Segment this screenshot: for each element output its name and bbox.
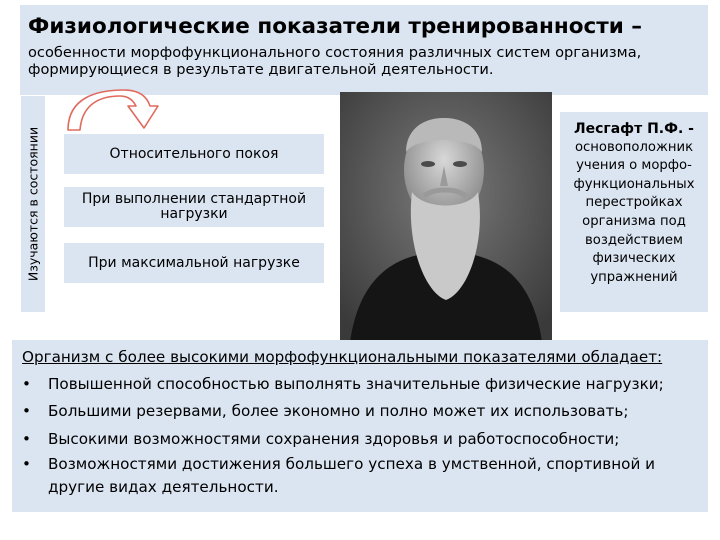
list-item: • Высокими возможностями сохранения здоровья и работоспособности; bbox=[22, 426, 702, 453]
slide-subtitle bbox=[28, 44, 708, 78]
slide-title: Физиологические показатели тренированности – bbox=[28, 14, 643, 39]
list-item: • Повышенной способностью выполнять значительные физические нагрузки; bbox=[22, 371, 702, 398]
lesgaft-line: физических bbox=[592, 251, 676, 267]
lesgaft-line: упражнений bbox=[590, 269, 678, 285]
summary-panel bbox=[12, 340, 708, 512]
lesgaft-line: воздействием bbox=[585, 232, 683, 248]
lesgaft-line: учения о морфо- bbox=[576, 158, 692, 174]
state-rest: Относительного покоя bbox=[64, 134, 324, 174]
lesgaft-line: основоположник bbox=[574, 139, 694, 155]
state-max-load: При максимальной нагрузке bbox=[64, 243, 324, 283]
state-standard-load: При выполнении стандартной нагрузки bbox=[64, 187, 324, 227]
summary-list bbox=[22, 371, 702, 499]
summary-intro: Организм с более высокими морфофункциональными показателями обладает: bbox=[22, 348, 663, 366]
curved-arrow-icon bbox=[40, 82, 170, 142]
lesgaft-portrait bbox=[340, 92, 552, 342]
list-item: • Возможностями достижения большего успеха в умственной, спортивной и другие видах деятельности. bbox=[22, 453, 702, 499]
list-item: • Большими резервами, более экономно и полно может их использовать; bbox=[22, 398, 702, 425]
lesgaft-info-panel bbox=[560, 112, 708, 312]
vertical-label: Изучаются в состоянии bbox=[25, 126, 41, 282]
lesgaft-line: перестройках bbox=[585, 195, 683, 211]
lesgaft-line: функциональных bbox=[573, 176, 695, 192]
subtitle-line-1: особенности морфофункционального состояния различных систем организма, bbox=[28, 44, 642, 61]
subtitle-line-2: формирующиеся в результате двигательной деятельности. bbox=[28, 61, 494, 78]
lesgaft-line: организма под bbox=[582, 213, 686, 229]
lesgaft-name: Лесгафт П.Ф. - bbox=[574, 121, 694, 137]
portrait-illustration bbox=[340, 92, 552, 342]
